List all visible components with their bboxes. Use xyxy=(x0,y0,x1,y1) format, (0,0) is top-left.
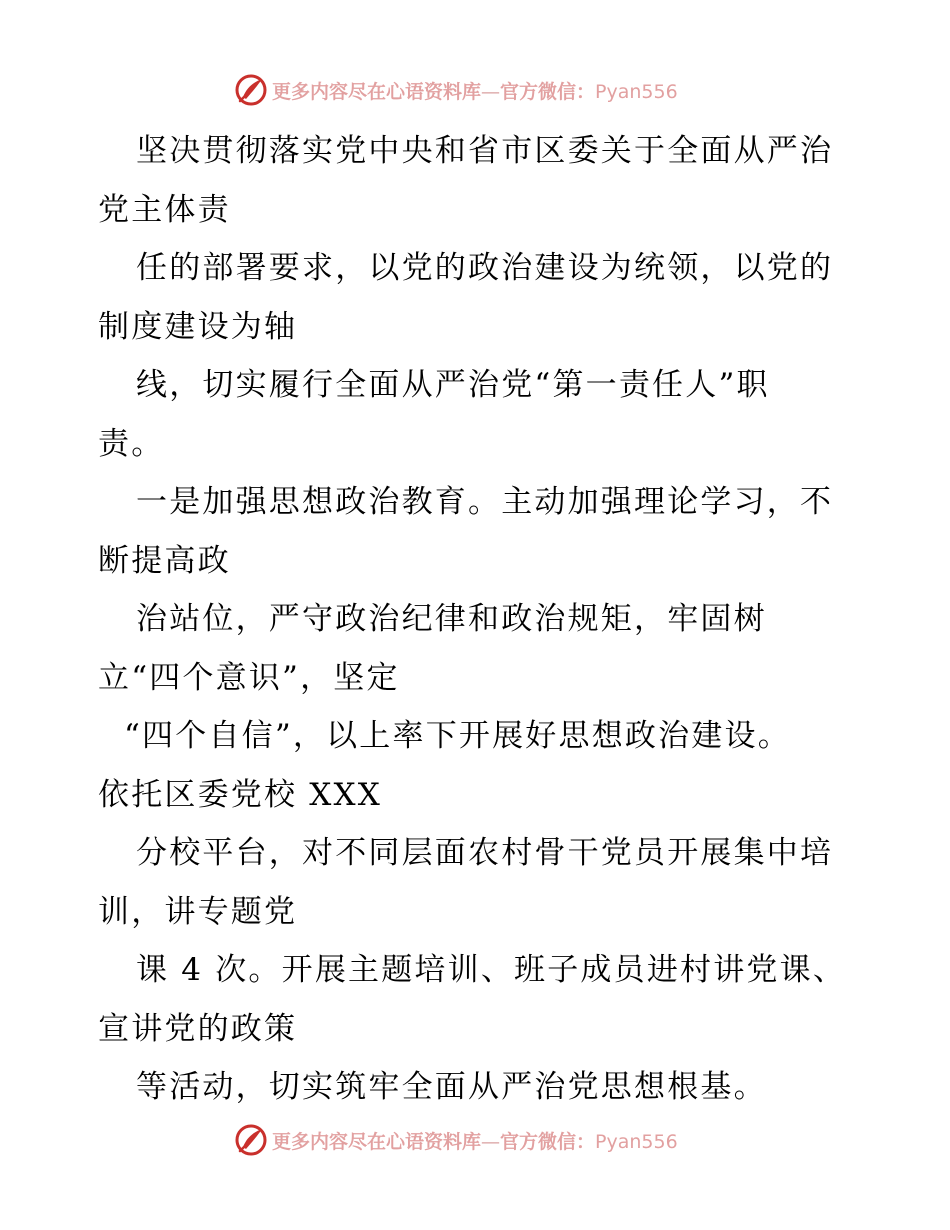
footer-banner-title: 更多内容尽在心语资料库 xyxy=(272,1130,482,1153)
body-line: “四个自信”，以上率下开展好思想政治建设。 xyxy=(124,718,791,754)
header-banner-wechat-label: 官方微信： xyxy=(500,80,596,103)
body-line: 立“四个意识”，坚定 xyxy=(98,659,400,696)
logo-icon xyxy=(234,1123,268,1157)
logo-icon xyxy=(234,73,268,107)
body-line: 一是加强思想政治教育。主动加强理论学习，不 xyxy=(136,484,834,520)
footer-banner-separator: — xyxy=(481,1130,501,1153)
body-line: 线，切实履行全面从严治党“第一责任人”职 xyxy=(136,367,770,403)
body-line: 训，讲专题党 xyxy=(98,893,298,930)
document-body xyxy=(98,122,898,1117)
body-line: 任的部署要求，以党的政治建设为统领，以党的 xyxy=(136,250,834,286)
header-banner xyxy=(234,70,678,110)
header-banner-separator: — xyxy=(481,80,501,103)
header-banner-text xyxy=(272,77,678,104)
body-line: 课 4 次。开展主题培训、班子成员进村讲党课、 xyxy=(136,952,847,988)
body-line: 依托区委党校 XXX xyxy=(98,776,383,813)
body-line: 宣讲党的政策 xyxy=(98,1010,298,1047)
body-line: 等活动，切实筑牢全面从严治党思想根基。 xyxy=(136,1069,767,1105)
body-line: 断提高政 xyxy=(98,542,231,579)
body-line: 党主体责 xyxy=(98,191,231,228)
body-line: 制度建设为轴 xyxy=(98,308,298,345)
header-banner-wechat-id: Pyan556 xyxy=(595,80,678,103)
footer-banner xyxy=(234,1120,678,1160)
footer-banner-wechat-id: Pyan556 xyxy=(595,1130,678,1153)
body-line: 分校平台，对不同层面农村骨干党员开展集中培 xyxy=(136,835,834,871)
body-line: 责。 xyxy=(98,425,165,462)
body-line: 治站位，严守政治纪律和政治规矩，牢固树 xyxy=(136,601,767,637)
body-line: 坚决贯彻落实党中央和省市区委关于全面从严治 xyxy=(136,133,834,169)
header-banner-title: 更多内容尽在心语资料库 xyxy=(272,80,482,103)
footer-banner-wechat-label: 官方微信： xyxy=(500,1130,596,1153)
footer-banner-text xyxy=(272,1127,678,1154)
